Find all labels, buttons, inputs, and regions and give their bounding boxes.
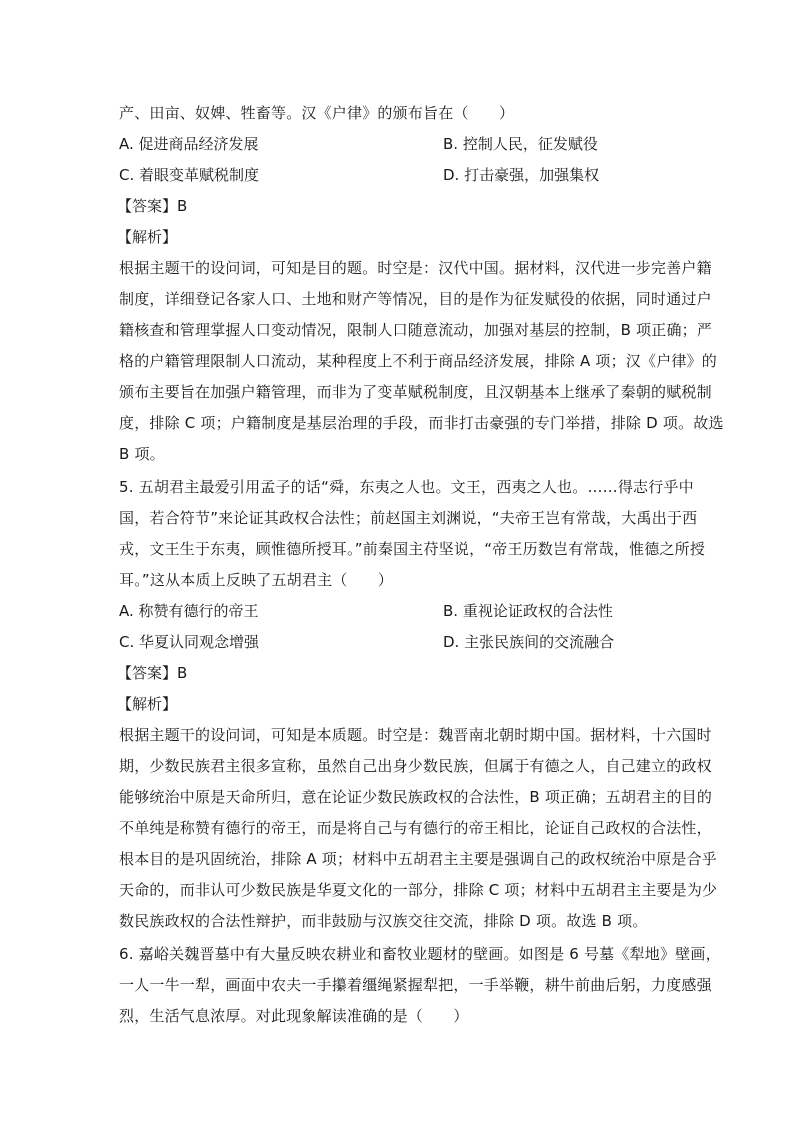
q4-option-d: D. 打击豪强，加强集权	[443, 166, 600, 184]
q5-analysis-label: 【解析】	[117, 695, 178, 713]
q4-analysis-label: 【解析】	[117, 228, 178, 246]
q5-stem-line: 戎，文王生于东夷，顾惟德所授耳。”前秦国主苻坚说，“帝王历数岂有常哉，惟德之所授	[119, 540, 706, 558]
q5-analysis-line: 数民族政权的合法性辩护，而非鼓励与汉族交往交流，排除 D 项。故选 B 项。	[119, 912, 648, 930]
q5-analysis-line: 天命的，而非认可少数民族是华夏文化的一部分，排除 C 项；材料中五胡君主主要是为少	[119, 881, 718, 899]
q5-option-b: B. 重视论证政权的合法性	[443, 602, 613, 620]
q4-analysis-line: 颁布主要旨在加强户籍管理，而非为了变革赋税制度，且汉朝基本上继承了秦朝的赋税制	[119, 383, 712, 401]
q4-analysis-line: 根据主题干的设问词，可知是目的题。时空是：汉代中国。据材料，汉代进一步完善户籍	[119, 259, 712, 277]
q5-stem-line: 5. 五胡君主最爱引用孟子的话“舜，东夷之人也。文王，西夷之人也。……得志行乎中	[119, 478, 694, 496]
q4-stem-tail: 产、田亩、奴婢、牲畜等。汉《户律》的颁布旨在（ ）	[119, 104, 515, 122]
q6-stem-line: 一人一牛一犁，画面中农夫一手攥着缰绳紧握犁把，一手举鞭，耕牛前曲后躬，力度感强	[119, 976, 712, 994]
q4-analysis-line: 度，排除 C 项；户籍制度是基层治理的手段，而非打击豪强的专门举措，排除 D 项。故选	[119, 414, 724, 432]
q4-option-a: A. 促进商品经济发展	[119, 135, 259, 153]
q5-stem-line: 耳。”这从本质上反映了五胡君主（ ）	[119, 571, 394, 589]
q5-analysis-line: 能够统治中原是天命所归，意在论证少数民族政权的合法性，B 项正确；五胡君主的目的	[119, 788, 713, 806]
q6-stem-line: 6. 嘉峪关魏晋墓中有大量反映农耕业和畜牧业题材的壁画。如图是 6 号墓《犁地》壁画，	[119, 945, 721, 963]
q6-stem-line: 烈，生活气息浓厚。对此现象解读准确的是（ ）	[119, 1007, 469, 1025]
q4-analysis-line: 籍核查和管理掌握人口变动情况，限制人口随意流动，加强对基层的控制，B 项正确；严	[119, 321, 713, 339]
q5-analysis-line: 期，少数民族君主很多宣称，虽然自己出身少数民族，但属于有德之人，自己建立的政权	[119, 757, 712, 775]
q5-stem-line: 国，若合符节”来论证其政权合法性；前赵国主刘渊说，“夫帝王岂有常哉，大禹出于西	[119, 509, 698, 527]
q5-option-d: D. 主张民族间的交流融合	[443, 633, 615, 651]
q5-analysis-line: 根本目的是巩固统治，排除 A 项；材料中五胡君主主要是强调自己的政权统治中原是合乎	[119, 850, 718, 868]
q5-option-a: A. 称赞有德行的帝王	[119, 602, 259, 620]
q4-analysis-line: 格的户籍管理限制人口流动，某种程度上不利于商品经济发展，排除 A 项；汉《户律》的	[119, 352, 718, 370]
q5-option-c: C. 华夏认同观念增强	[119, 633, 260, 651]
q5-analysis-line: 不单纯是称赞有德行的帝王，而是将自己与有德行的帝王相比，论证自己政权的合法性，	[119, 819, 712, 837]
q4-option-b: B. 控制人民，征发赋役	[443, 135, 598, 153]
q5-answer: 【答案】B	[117, 664, 188, 682]
q4-analysis-line: B 项。	[119, 445, 165, 463]
q5-analysis-line: 根据主题干的设问词，可知是本质题。时空是：魏晋南北朝时期中国。据材料，十六国时	[119, 726, 712, 744]
q4-answer: 【答案】B	[117, 197, 188, 215]
q4-option-c: C. 着眼变革赋税制度	[119, 166, 260, 184]
q4-analysis-line: 制度，详细登记各家人口、土地和财产等情况，目的是作为征发赋役的依据，同时通过户	[119, 290, 712, 308]
